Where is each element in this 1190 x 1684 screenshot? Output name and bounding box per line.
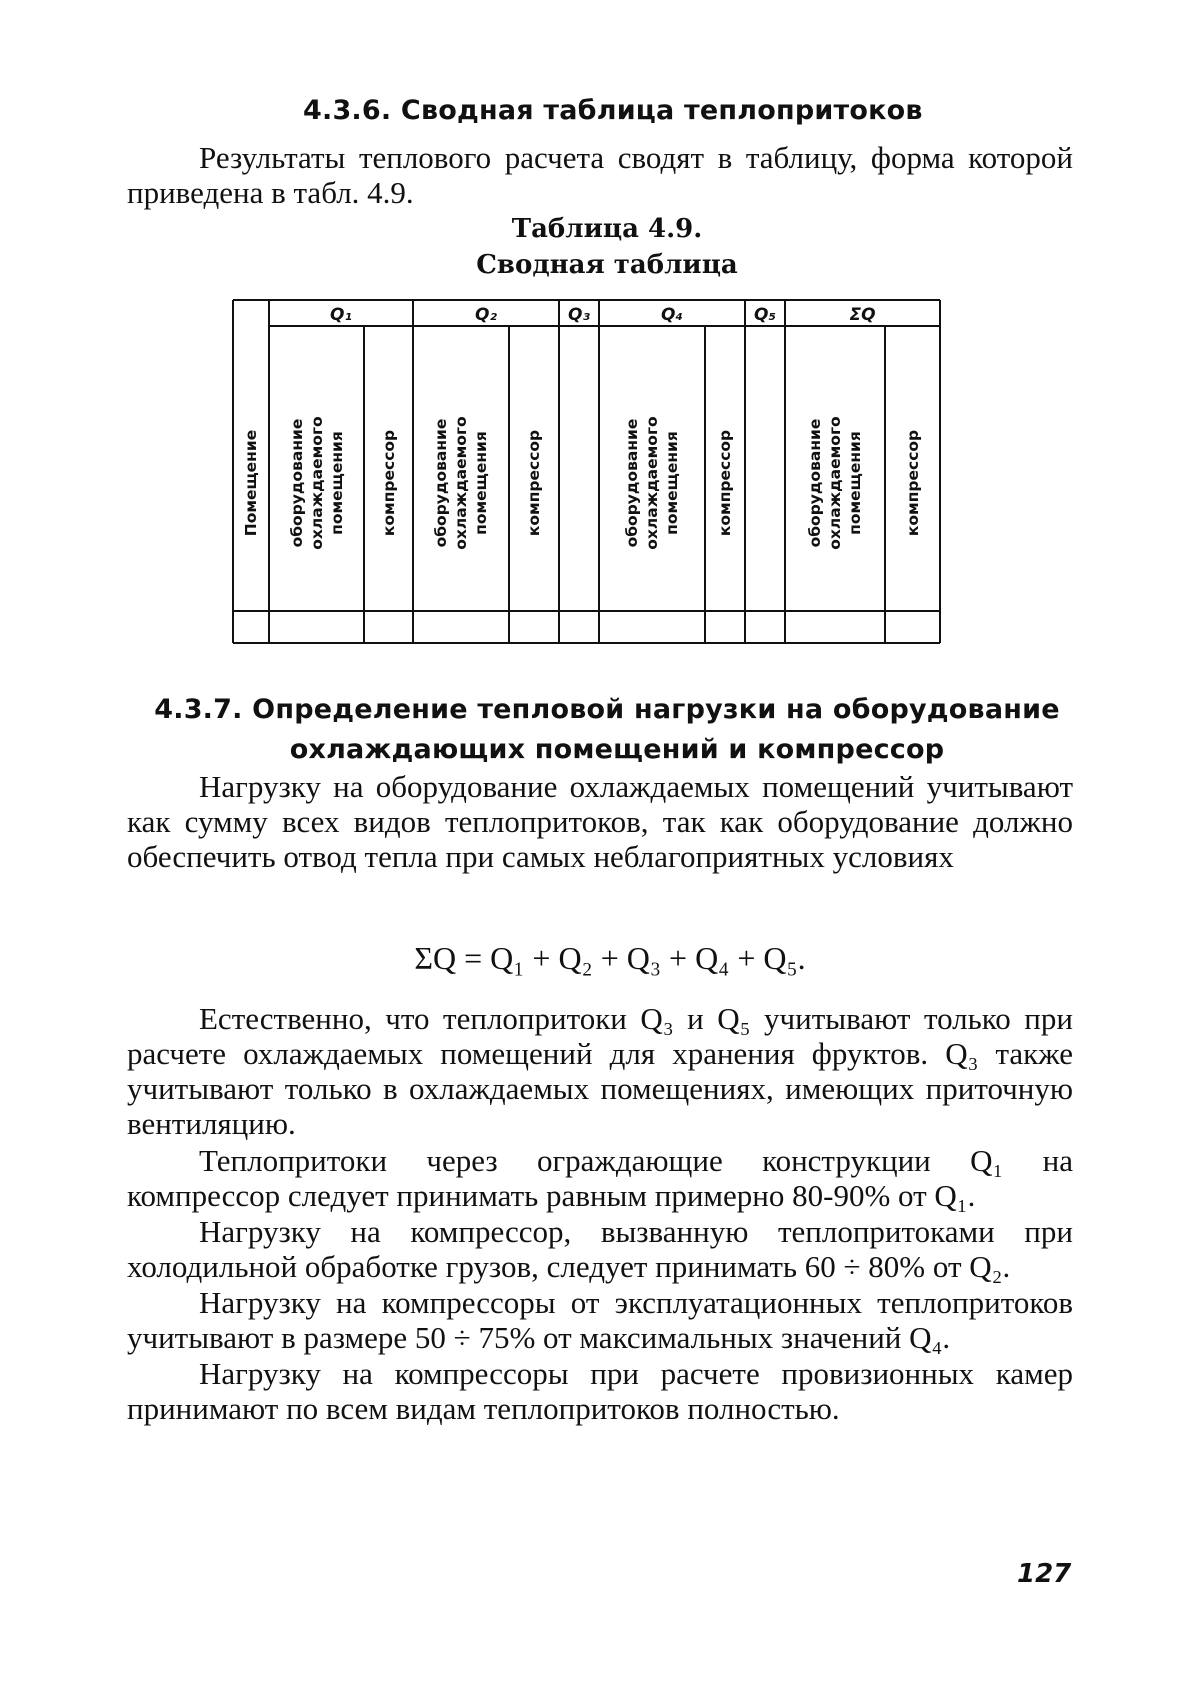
paragraph-provision-chambers: Нагрузку на компрессоры при расчете провизионных камер принимают по всем видам теплопритоков полностью. — [127, 1356, 1073, 1426]
intro-paragraph: Результаты теплового расчета сводят в таблицу, форма которой приведена в табл. 4.9. — [127, 140, 1073, 210]
column-header-sum-compressor: компрессор — [903, 429, 922, 536]
page-number: 127 — [1017, 1559, 1072, 1589]
group-header-q2: Q₂ — [475, 305, 497, 325]
sum-formula: ΣQ = Q₁ + Q₂ + Q₃ + Q₄ + Q₅. — [414, 940, 806, 976]
column-header-q1-equipment: оборудование охлаждаемого помещения — [287, 415, 346, 550]
paragraph-load-equipment: Нагрузку на оборудование охлаждаемых помещений учитывают как сумму всех видов теплопритоков, так как оборудование должно обеспечить отвод тепла при самых неблагоприятных условиях — [127, 769, 1073, 874]
section-heading-4-3-7-line2: охлаждающих помещений и компрессор — [289, 734, 945, 765]
column-header-q2-compressor: компрессор — [525, 429, 543, 536]
section-heading-4-3-6: 4.3.6. Сводная таблица теплопритоков — [303, 95, 923, 126]
group-header-q3: Q₃ — [568, 305, 590, 325]
group-header-q4: Q₄ — [661, 305, 683, 325]
paragraph-q1-compressor: Теплопритоки через ограждающие конструкции Q₁ на компрессор следует принимать равным примерно 80-90% от Q₁. — [127, 1143, 1073, 1213]
group-header-q1: Q₁ — [330, 305, 352, 325]
column-header-sum-equipment: оборудование охлаждаемого помещения — [806, 415, 864, 550]
column-header-q4-equipment: оборудование охлаждаемого помещения — [623, 415, 681, 550]
column-header-q1-compressor: компрессор — [379, 429, 398, 536]
section-heading-4-3-7 — [0, 690, 1190, 770]
section-heading-4-3-7-line1: 4.3.7. Определение тепловой нагрузки на оборудование — [154, 694, 1060, 725]
paragraph-q2-compressor: Нагрузку на компрессор, вызванную теплопритоками при холодильной обработке грузов, следует принимать 60 ÷ 80% от Q₂. — [127, 1214, 1073, 1284]
paragraph-natural: Естественно, что теплопритоки Q₃ и Q₅ учитывают только при расчете охлаждаемых помещений для хранения фруктов. Q₃ также учитывают только в охлаждаемых помещениях, имеющих приточную вентиляцию. — [127, 1001, 1073, 1141]
group-header-q5: Q₅ — [754, 305, 776, 325]
paragraph-q4-compressor: Нагрузку на компрессоры от эксплуатационных теплопритоков учитывают в размере 50 ÷ 75% от максимальных значений Q₄. — [127, 1285, 1073, 1355]
column-header-room: Помещение — [242, 429, 260, 536]
summary-table — [233, 300, 940, 643]
column-header-q4-compressor: компрессор — [716, 429, 734, 536]
column-header-q2-equipment: оборудование охлаждаемого помещения — [432, 415, 490, 550]
group-header-sum-q: ΣQ — [849, 305, 876, 325]
table-caption-title: Сводная таблица — [476, 250, 738, 280]
table-caption-number: Таблица 4.9. — [511, 214, 703, 244]
